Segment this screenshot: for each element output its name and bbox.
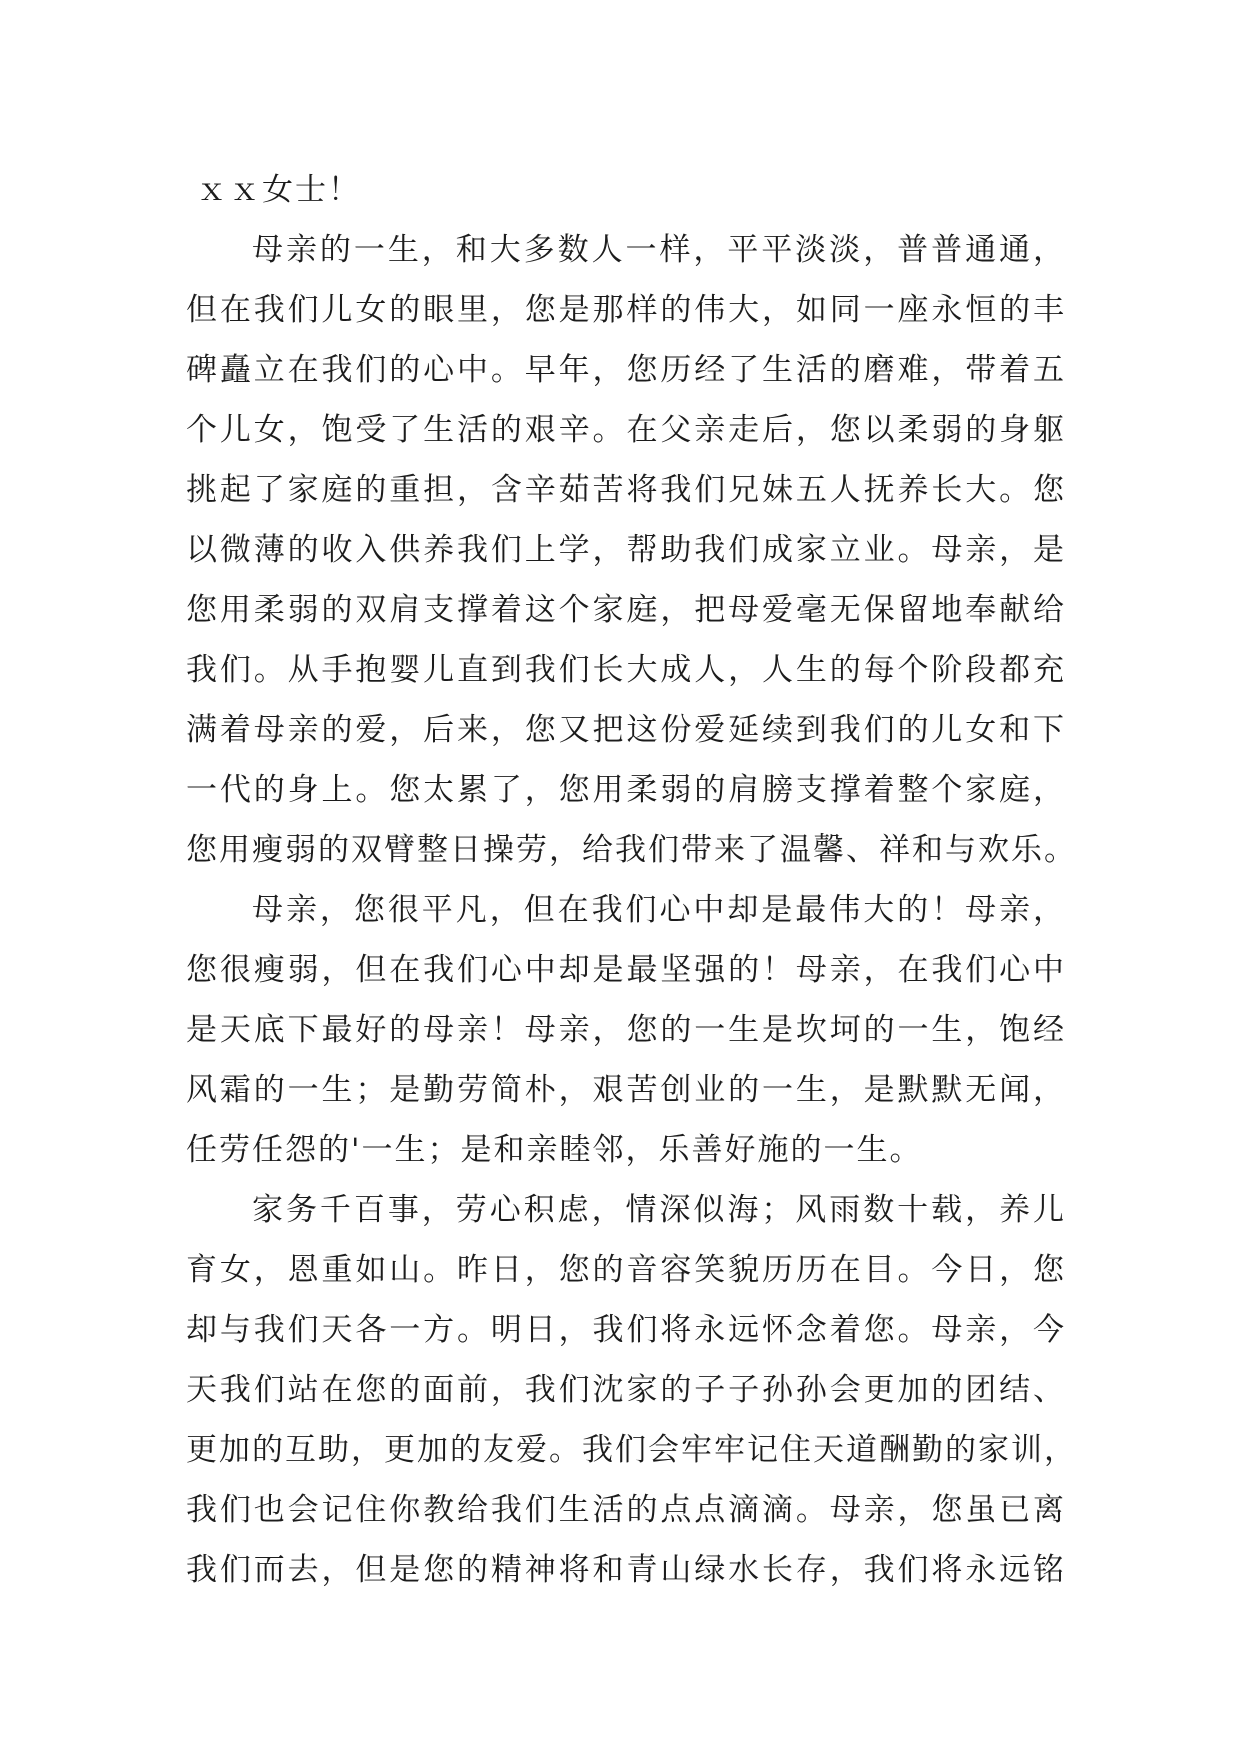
- paragraph-line: 任劳任怨的'一生；是和亲睦邻，乐善好施的一生。: [186, 1132, 923, 1168]
- paragraph-line: 您很瘦弱，但在我们心中却是最坚强的！母亲，在我们心中: [186, 952, 1066, 988]
- paragraph-line: 您用柔弱的双肩支撑着这个家庭，把母爱毫无保留地奉献给: [186, 592, 1066, 628]
- paragraph-line: 一代的身上。您太累了，您用柔弱的肩膀支撑着整个家庭，: [186, 772, 1066, 808]
- paragraph-line: 挑起了家庭的重担，含辛茹苦将我们兄妹五人抚养长大。您: [186, 472, 1066, 508]
- paragraph-line: 您用瘦弱的双臂整日操劳，给我们带来了温馨、祥和与欢乐。: [186, 832, 1077, 868]
- paragraph-line: 我们也会记住你教给我们生活的点点滴滴。母亲，您虽已离: [186, 1492, 1066, 1528]
- paragraph-line: 碑矗立在我们的心中。早年，您历经了生活的磨难，带着五: [186, 352, 1066, 388]
- paragraph-line: 我们而去，但是您的精神将和青山绿水长存，我们将永远铭: [186, 1552, 1066, 1588]
- paragraph-line: 母亲的一生，和大多数人一样，平平淡淡，普普通通，: [252, 232, 1066, 268]
- document-body: [186, 160, 1077, 1600]
- paragraph-line: 风霜的一生；是勤劳简朴，艰苦创业的一生，是默默无闻，: [186, 1072, 1066, 1108]
- paragraph-line: 育女，恩重如山。昨日，您的音容笑貌历历在目。今日，您: [186, 1252, 1066, 1288]
- paragraph-line: 我们。从手抱婴儿直到我们长大成人，人生的每个阶段都充: [186, 652, 1066, 688]
- paragraph-line: 但在我们儿女的眼里，您是那样的伟大，如同一座永恒的丰: [186, 292, 1066, 328]
- paragraph-line: 是天底下最好的母亲！母亲，您的一生是坎坷的一生，饱经: [186, 1012, 1066, 1048]
- paragraph-line: 家务千百事，劳心积虑，情深似海；风雨数十载，养儿: [252, 1192, 1066, 1228]
- paragraph-line: 个儿女，饱受了生活的艰辛。在父亲走后，您以柔弱的身躯: [186, 412, 1066, 448]
- salutation: ｘｘ女士！: [196, 172, 361, 208]
- paragraph-line: 以微薄的收入供养我们上学，帮助我们成家立业。母亲，是: [186, 532, 1066, 568]
- paragraph-2: [186, 880, 1066, 1180]
- paragraph-line: 更加的互助，更加的友爱。我们会牢牢记住天道酬勤的家训，: [186, 1432, 1077, 1468]
- paragraph-1: [186, 220, 1077, 880]
- paragraph-line: 母亲，您很平凡，但在我们心中却是最伟大的！母亲，: [252, 892, 1066, 928]
- paragraph-3: [186, 1180, 1077, 1600]
- paragraph-line: 满着母亲的爱，后来，您又把这份爱延续到我们的儿女和下: [186, 712, 1066, 748]
- paragraph-line: 却与我们天各一方。明日，我们将永远怀念着您。母亲，今: [186, 1312, 1066, 1348]
- paragraph-line: 天我们站在您的面前，我们沈家的子子孙孙会更加的团结、: [186, 1372, 1066, 1408]
